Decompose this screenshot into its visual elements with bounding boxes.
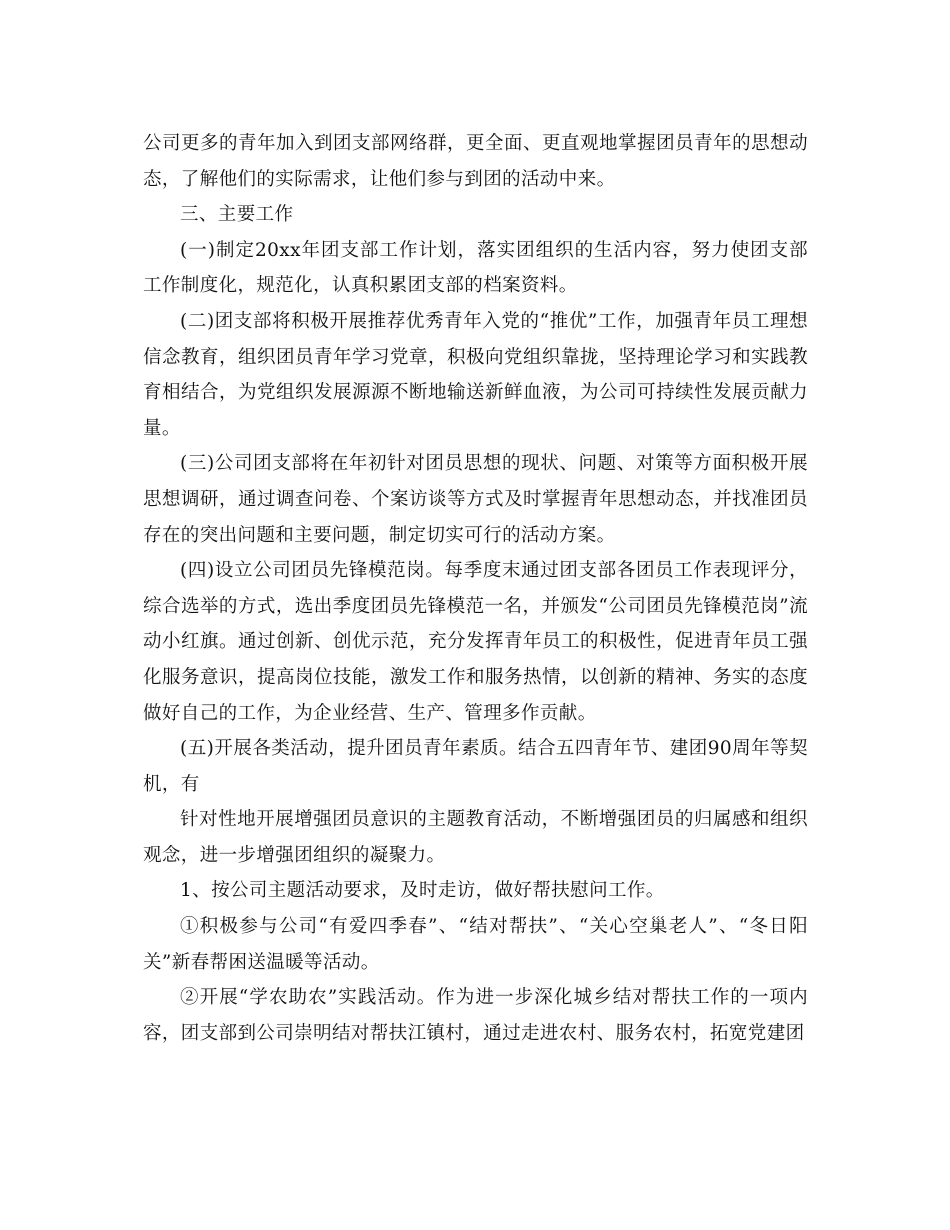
paragraph: (一)制定20xx年团支部工作计划，落实团组织的生活内容，努力使团支部工作制度化，规范化，认真积累团支部的档案资料。 — [143, 239, 808, 297]
paragraph: 公司更多的青年加入到团支部网络群，更全面、更直观地掌握团员青年的思想动态，了解他们的实际需求，让他们参与到团的活动中来。 — [143, 133, 808, 190]
paragraph: (五)开展各类活动，提升团员青年素质。结合五四青年节、建团90周年等契机，有 — [143, 738, 808, 795]
paragraph: 针对性地开展增强团员意识的主题教育活动，不断增强团员的归属感和组织观念，进一步增强团组织的凝聚力。 — [143, 809, 808, 866]
document-body — [143, 126, 808, 1051]
paragraph: ①积极参与公司“有爱四季春”、“结对帮扶”、“关心空巢老人”、“冬日阳关”新春帮困送温暖等活动。 — [143, 916, 808, 973]
section-heading: 三、主要工作 — [180, 204, 294, 226]
paragraph: ②开展“学农助农”实践活动。作为进一步深化城乡结对帮扶工作的一项内容，团支部到公司崇明结对帮扶江镇村，通过走进农村、服务农村，拓宽党建团 — [143, 987, 808, 1044]
paragraph: (三)公司团支部将在年初针对团员思想的现状、问题、对策等方面积极开展思想调研，通过调查问卷、个案访谈等方式及时掌握青年思想动态，并找准团员存在的突出问题和主要问题，制定切实可行的活动方案。 — [143, 453, 808, 546]
paragraph: 1、按公司主题活动要求，及时走访，做好帮扶慰问工作。 — [180, 880, 665, 902]
paragraph: (四)设立公司团员先锋模范岗。每季度末通过团支部各团员工作表现评分，综合选举的方式，选出季度团员先锋模范一名，并颁发“公司团员先锋模范岗”流动小红旗。通过创新、创优示范，充分发挥青年员工的积极性，促进青年员工强化服务意识，提高岗位技能，激发工作和服务热情，以创新的精神、务实的态度做好自己的工作，为企业经营、生产、管理多作贡献。 — [143, 560, 808, 724]
paragraph: (二)团支部将积极开展推荐优秀青年入党的“推优”工作，加强青年员工理想信念教育，组织团员青年学习党章，积极向党组织靠拢，坚持理论学习和实践教育相结合，为党组织发展源源不断地输送新鲜血液，为公司可持续性发展贡献力量。 — [143, 310, 808, 439]
